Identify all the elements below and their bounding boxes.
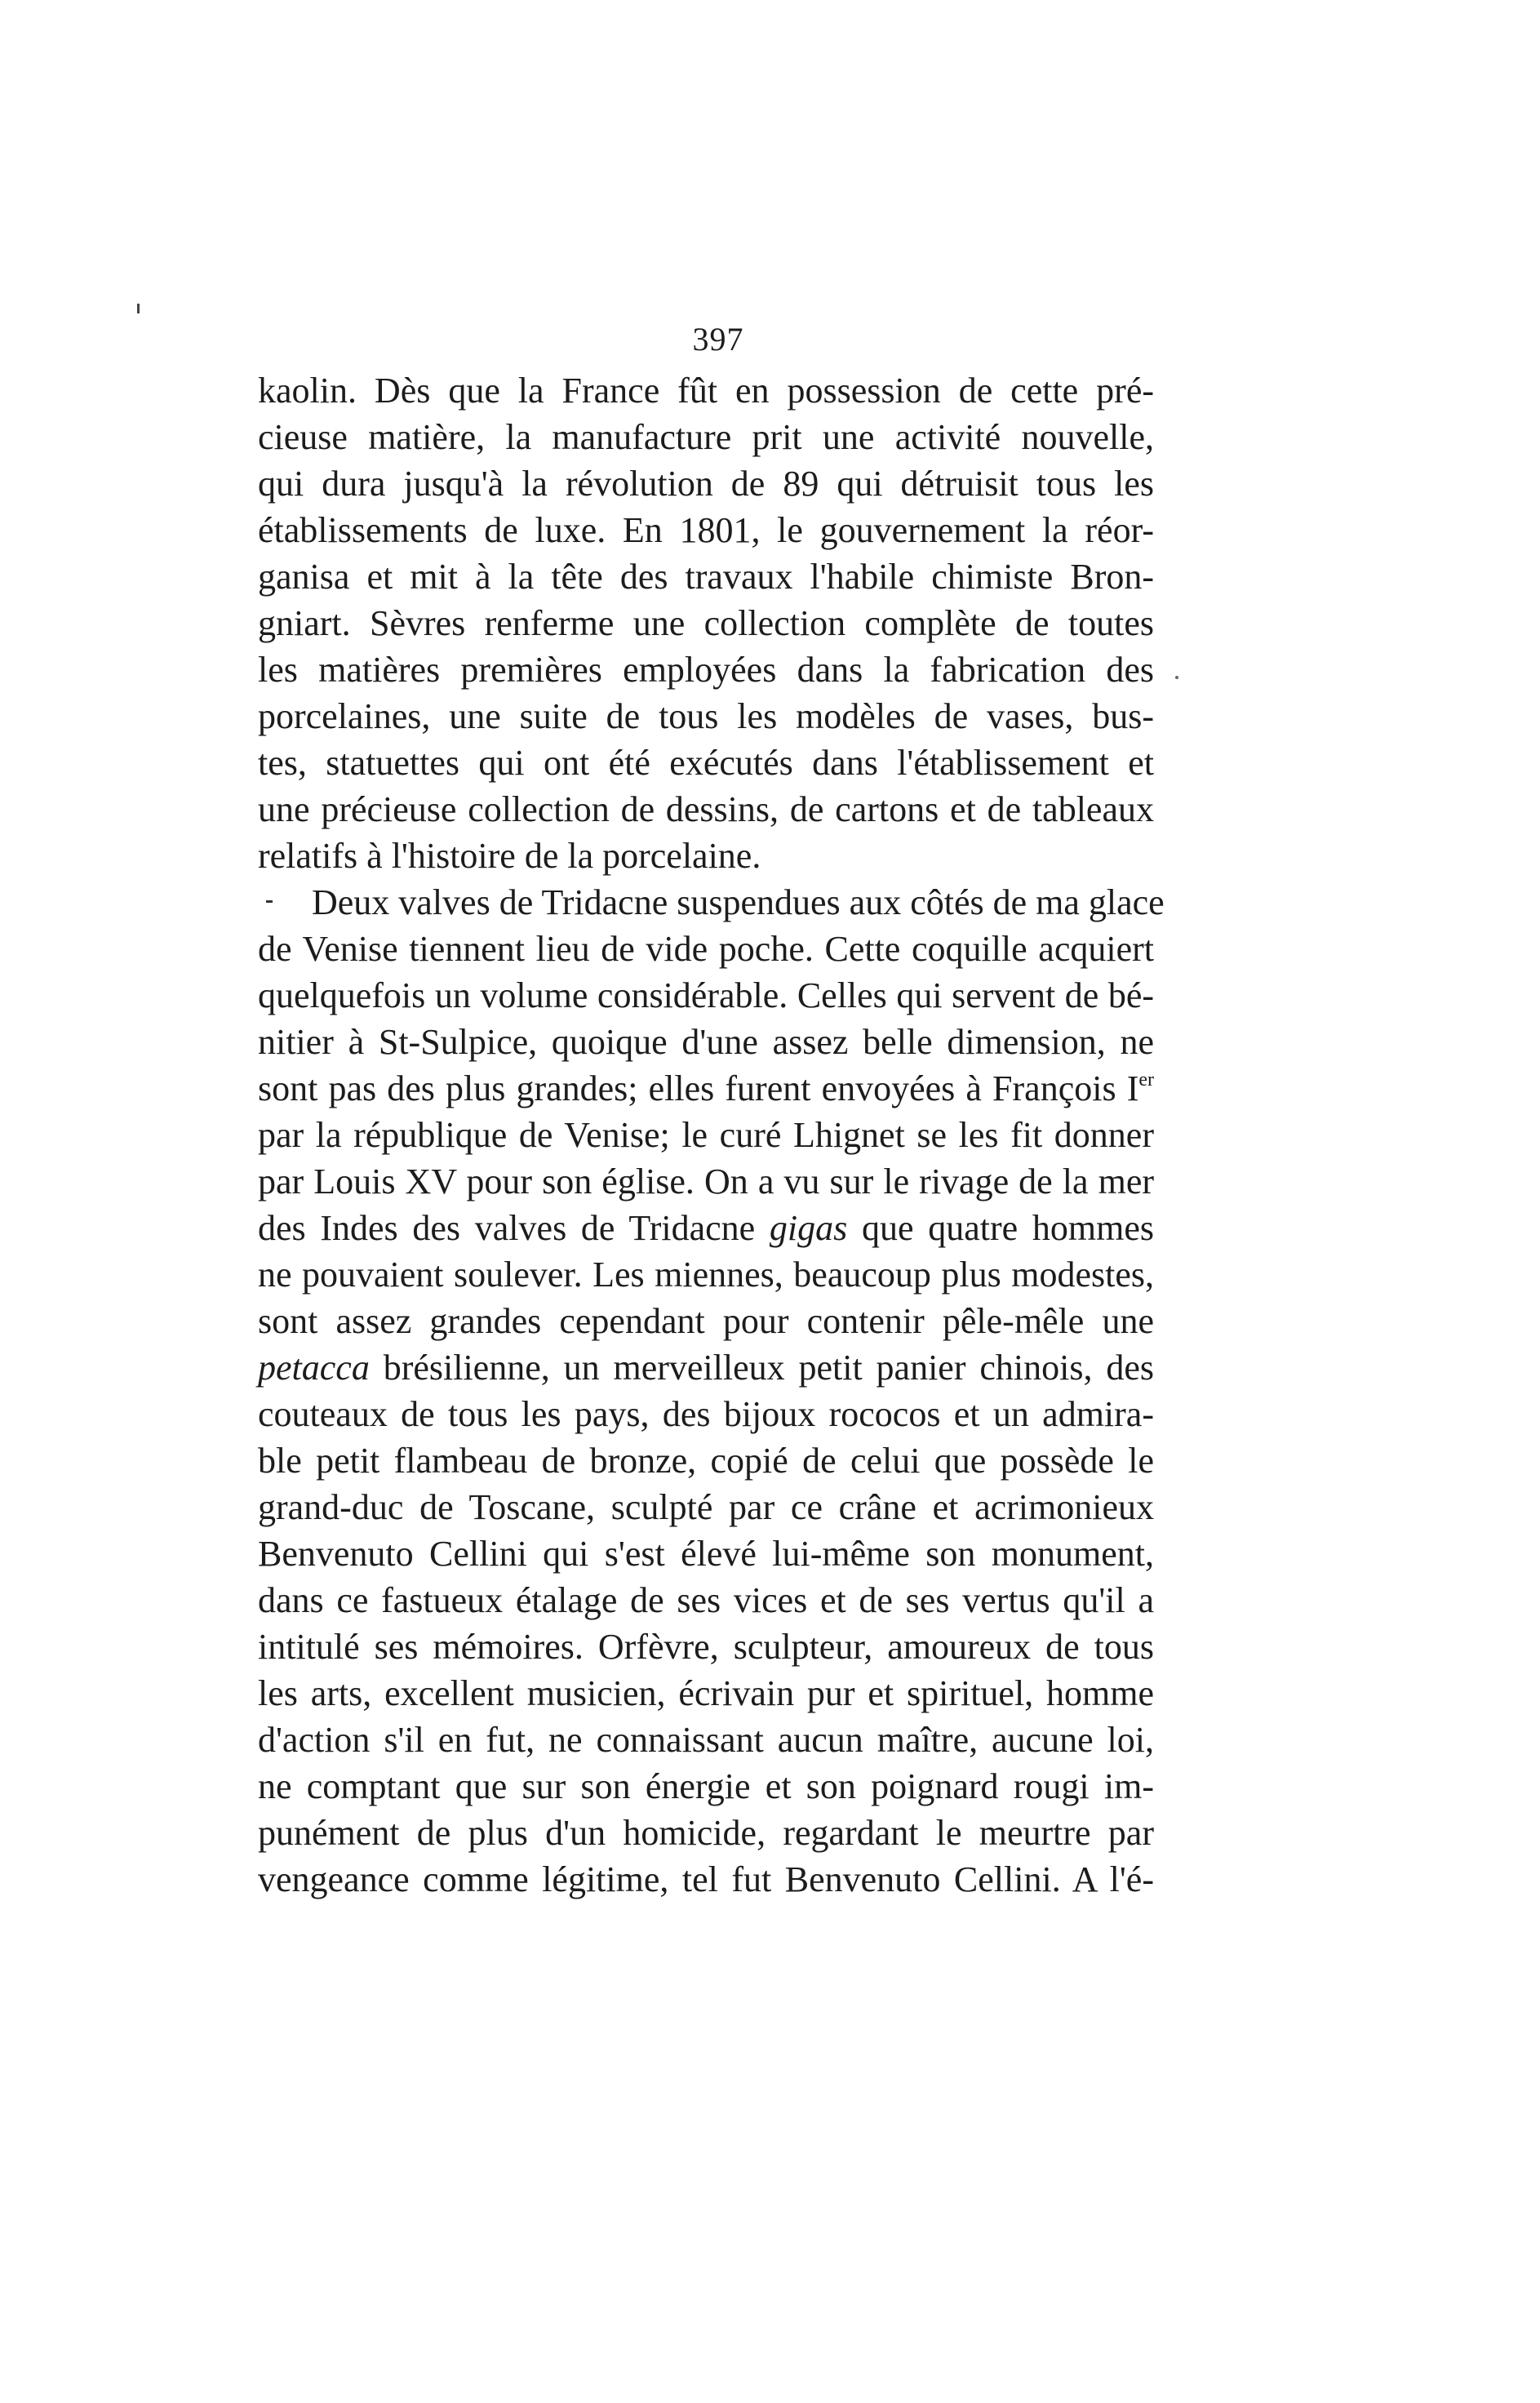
text-line: porcelaines, une suite de tous les modèles de vases, bus- [258,696,1154,736]
text-line: tes, statuettes qui ont été exécutés dans l'établissement et [258,743,1154,783]
text-segment: des Indes des valves de Tridacne [258,1208,756,1248]
margin-dot-mark [1175,676,1178,679]
text-line: Deux valves de Tridacne suspendues aux côtés de ma glace [312,882,1165,922]
text-line: relatifs à l'histoire de la porcelaine. [258,836,761,876]
text-line: punément de plus d'un homicide, regardant le meurtre par [258,1813,1154,1853]
text-line: couteaux de tous les pays, des bijoux rococos et un admira- [258,1394,1154,1434]
italic-term: gigas [769,1208,848,1248]
text-line: par la république de Venise; le curé Lhignet se les fit donner [258,1115,1154,1155]
superscript-ordinal: er [1138,1069,1154,1090]
text-line: Benvenuto Cellini qui s'est élevé lui-même son monument, [258,1534,1154,1574]
text-line-with-italic [258,1344,1154,1391]
text-line: cieuse matière, la manufacture prit une activité nouvelle, [258,417,1154,457]
text-line: d'action s'il en fut, ne connaissant aucun maître, aucune loi, [258,1720,1154,1760]
text-line: gniart. Sèvres renferme une collection complète de toutes [258,603,1154,643]
text-line: les arts, excellent musicien, écrivain pur et spirituel, homme [258,1673,1154,1713]
text-line: kaolin. Dès que la France fût en possession de cette pré- [258,371,1154,411]
text-line: de Venise tiennent lieu de vide poche. Cette coquille acquiert [258,929,1154,969]
body-text [258,367,1165,1903]
text-line: ble petit flambeau de bronze, copié de celui que possède le [258,1441,1154,1481]
text-line: ganisa et mit à la tête des travaux l'habile chimiste Bron- [258,557,1154,597]
text-segment: brésilienne, un merveilleux petit panier chinois, des [383,1348,1154,1388]
text-line: établissements de luxe. En 1801, le gouvernement la réor- [258,510,1154,550]
text-line: les matières premières employées dans la fabrication des [258,650,1154,690]
text-line-with-superscript [258,1065,1154,1112]
text-line: une précieuse collection de dessins, de cartons et de tableaux [258,789,1154,829]
text-line: nitier à St-Sulpice, quoique d'une assez belle dimension, ne [258,1022,1154,1062]
text-line: ne comptant que sur son énergie et son poignard rougi im- [258,1766,1154,1806]
italic-term: petacca [258,1348,370,1388]
margin-tick-mark [137,304,140,313]
text-line: dans ce fastueux étalage de ses vices et de ses vertus qu'il a [258,1580,1154,1620]
text-line: ne pouvaient soulever. Les miennes, beaucoup plus modestes, [258,1255,1154,1295]
text-line: quelquefois un volume considérable. Celles qui servent de bé- [258,975,1154,1015]
text-line: par Louis XV pour son église. On a vu sur le rivage de la mer [258,1162,1154,1202]
text-line: sont assez grandes cependant pour contenir pêle-mêle une [258,1301,1154,1341]
text-line-with-italic [258,1205,1154,1251]
text-line: vengeance comme légitime, tel fut Benvenuto Cellini. A l'é- [258,1859,1154,1899]
text-line: grand-duc de Toscane, sculpté par ce crâne et acrimonieux [258,1487,1154,1527]
text-line: intitulé ses mémoires. Orfèvre, sculpteur, amoureux de tous [258,1627,1154,1667]
text-segment: sont pas des plus grandes; elles furent envoyées à François I [258,1068,1139,1108]
text-line: qui dura jusqu'à la révolution de 89 qui détruisit tous les [258,464,1154,504]
text-segment: que quatre hommes [862,1208,1155,1248]
page-number: 397 [692,321,744,358]
